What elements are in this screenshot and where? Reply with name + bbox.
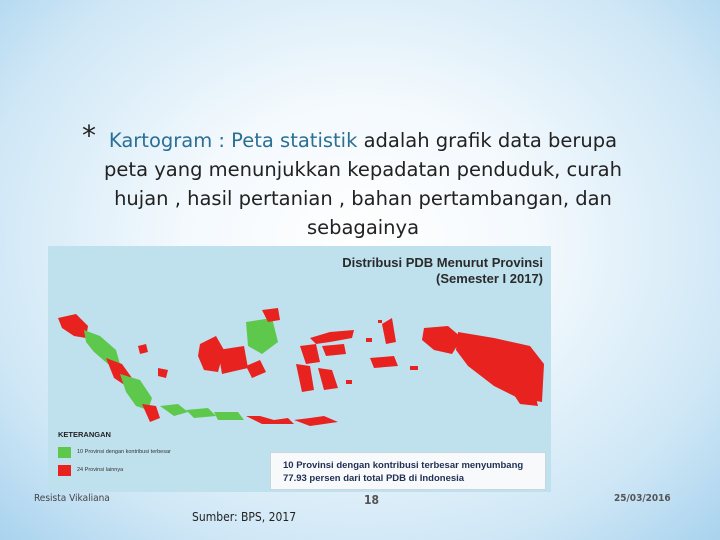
legend-swatch-red	[58, 465, 71, 476]
kalimantan-central	[218, 346, 248, 374]
definition-line4: sebagainya	[306, 216, 420, 239]
footer-date: 25/03/2016	[614, 493, 671, 504]
maluku-north	[382, 318, 396, 344]
footer-author: Resista Vikaliana	[34, 493, 110, 504]
legend-title: KETERANGAN	[58, 430, 111, 439]
gdp-map-image	[48, 246, 551, 492]
source-caption: Sumber: BPS, 2017	[192, 510, 297, 524]
definition-line3: hujan , hasil pertanian , bahan pertambangan, dan	[114, 187, 612, 210]
papua-west	[422, 326, 462, 354]
map-title	[342, 255, 543, 287]
java-east	[214, 412, 244, 420]
legend-item-other	[58, 464, 123, 476]
bullet-marker: *	[82, 119, 96, 152]
definition-line2: peta yang menunjukkan kepadatan penduduk, curah	[104, 158, 622, 181]
sumatra-north	[58, 314, 88, 338]
map-title-line1: Distribusi PDB Menurut Provinsi	[342, 255, 543, 270]
small-island-c	[346, 380, 352, 384]
riau-islands	[138, 344, 148, 354]
kalimantan-south	[246, 360, 266, 378]
sumatra-mid	[84, 330, 120, 364]
map-title-line2: (Semester I 2017)	[436, 271, 543, 286]
bali-nt	[246, 416, 294, 424]
java-central	[186, 408, 216, 418]
legend-label-other: 24 Provinsi lainnya	[77, 467, 124, 473]
sulawesi-south	[296, 364, 314, 392]
definition-line1: adalah grafik data berupa	[357, 129, 618, 152]
ntt	[294, 416, 338, 426]
info-line1: 10 Provinsi dengan kontribusi terbesar menyumbang	[283, 460, 524, 471]
definition-term: Kartogram : Peta statistik	[108, 129, 358, 152]
kalimantan-east	[246, 318, 278, 354]
legend-item-top	[58, 446, 171, 458]
legend-label-top: 10 Provinsi dengan kontribusi terbesar	[77, 449, 171, 455]
sulawesi-north	[310, 330, 354, 344]
sulawesi-central	[300, 344, 320, 364]
sumatra-south	[120, 374, 152, 410]
footer-page-number: 18	[364, 493, 380, 507]
map-legend	[52, 424, 256, 486]
bangka	[158, 368, 168, 378]
small-island-b	[410, 366, 418, 370]
maluku	[370, 356, 398, 368]
definition-text	[78, 119, 648, 242]
sulawesi-gorontalo	[322, 344, 346, 356]
sumatra-lampung	[142, 404, 160, 422]
map-info-box	[270, 452, 546, 490]
small-island-a	[366, 338, 372, 342]
legend-swatch-green	[58, 447, 71, 458]
small-island-d	[378, 320, 382, 323]
info-line2: 77.93 persen dari total PDB di Indonesia	[283, 473, 465, 484]
java-west	[160, 404, 188, 416]
sulawesi-southeast	[318, 368, 338, 390]
